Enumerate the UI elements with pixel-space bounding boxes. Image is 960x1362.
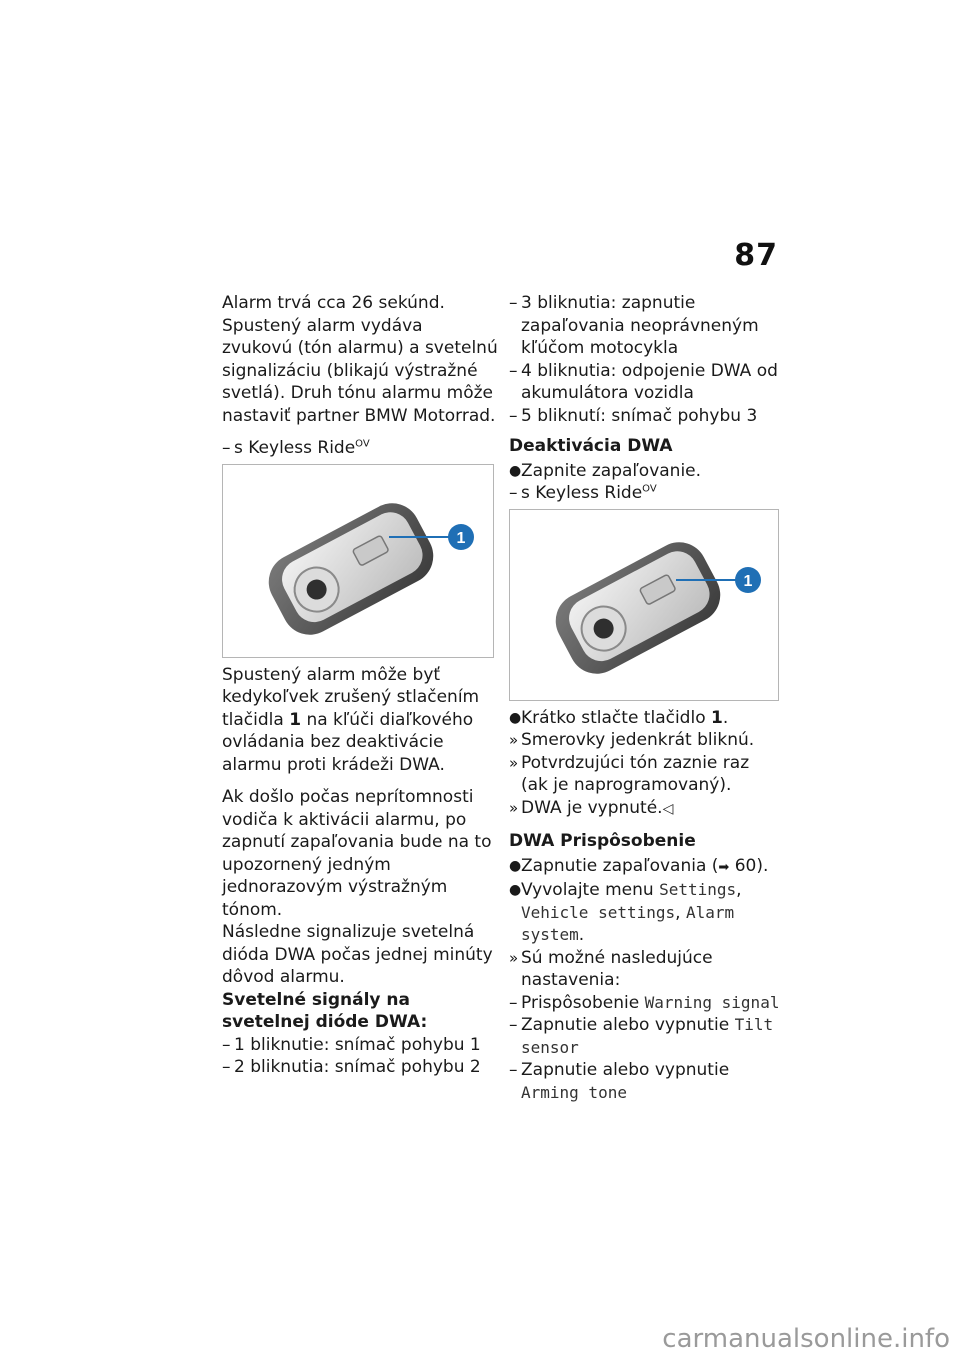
option-item: [509, 1059, 781, 1104]
bullet-icon: ●: [509, 709, 522, 726]
customization-heading: DWA Prispôsobenie: [509, 831, 696, 851]
signal-text: 5 bliknutí: snímač pohybu 3: [521, 405, 758, 426]
result-text: DWA je vypnuté.: [521, 797, 663, 818]
option-code: Tilt sensor: [521, 1015, 774, 1057]
dash-icon: –: [222, 1034, 231, 1055]
button-ref: 1: [711, 707, 723, 728]
dash-icon: –: [509, 405, 518, 426]
keyless-label: s Keyless Ride: [234, 438, 356, 458]
keyless-ride-condition: [509, 482, 781, 505]
step-item: [509, 460, 781, 483]
signal-item: [222, 1056, 498, 1079]
result-text: Potvrdzujúci tón zaznie raz (ak je naprogramovaný).: [521, 752, 750, 795]
option-superscript: OV: [642, 483, 657, 495]
option-item: [509, 1014, 781, 1059]
end-of-action-icon: ◁: [662, 800, 674, 817]
result-icon: »: [509, 731, 519, 749]
key-fob-figure: [509, 509, 779, 701]
step-text: Zapnite zapaľovanie.: [521, 460, 702, 481]
dash-icon: –: [509, 1060, 518, 1080]
dash-icon: –: [509, 293, 518, 313]
page-reference-arrow-icon: ➡: [718, 859, 730, 875]
signal-item: [509, 292, 781, 360]
result-icon: »: [509, 798, 519, 817]
option-text: Prispôsobenie: [521, 992, 645, 1013]
option-text: Zapnutie alebo vypnutie: [521, 1060, 730, 1080]
step-text: Zapnutie zapaľovania (: [521, 855, 719, 876]
page-number: 87: [734, 238, 778, 273]
option-item: [509, 992, 781, 1015]
led-signal-paragraph: Následne signalizuje svetelná dióda DWA počas jednej minúty dôvod alarmu.: [222, 922, 493, 987]
watermark: carmanualsonline.info: [662, 1324, 950, 1354]
button-ref: 1: [289, 709, 302, 730]
cancel-text-1: Spustený alarm môže byť kedykoľvek zrušený stlačením tlačidla: [222, 664, 480, 730]
step-text: Krátko stlačte tlačidlo: [521, 707, 711, 728]
deactivation-heading: Deaktivácia DWA: [509, 436, 673, 456]
dash-icon: –: [222, 1057, 231, 1077]
signal-item: [509, 405, 781, 428]
dash-icon: –: [509, 1015, 518, 1035]
left-column: [222, 292, 498, 1079]
dash-icon: –: [222, 438, 231, 458]
callout-number: 1: [743, 572, 753, 590]
option-code: Warning signal: [644, 992, 780, 1012]
option-superscript: OV: [355, 438, 370, 450]
signal-item: [222, 1034, 498, 1057]
dash-icon: –: [509, 483, 518, 503]
result-text: Smerovky jedenkrát bliknú.: [521, 730, 755, 750]
keyless-ride-condition: [222, 437, 498, 460]
keyless-label: s Keyless Ride: [521, 483, 643, 503]
bullet-icon: ●: [509, 882, 522, 898]
signal-text: 1 bliknutie: snímač pohybu 1: [234, 1034, 481, 1055]
page-reference: 60: [734, 855, 757, 876]
step-item: [509, 855, 781, 880]
result-item: [509, 729, 781, 752]
signal-item: [509, 360, 781, 405]
menu-alarm-system: Alarm system: [521, 902, 735, 944]
cancel-text-2: na kľúči diaľkového ovládania bez deaktivácie alarmu proti krádeži DWA.: [222, 709, 474, 775]
key-fob-illustration: [510, 510, 778, 700]
result-item: [509, 947, 781, 992]
absence-alarm-paragraph: Ak došlo počas neprítomnosti vodiča k aktivácii alarmu, po zapnutí zapaľovania bude na to upozornený jedným jednorazovým výstražným tónom.: [222, 787, 492, 920]
cancel-alarm-paragraph: [222, 664, 498, 777]
result-text: Sú možné nasledujúce nastavenia:: [521, 947, 713, 990]
result-icon: »: [509, 948, 519, 967]
bullet-icon: ●: [509, 857, 522, 874]
result-item: [509, 752, 781, 797]
bullet-icon: ●: [509, 462, 522, 479]
step-text-end: ).: [756, 855, 769, 876]
alarm-duration-paragraph: Alarm trvá cca 26 sekúnd. Spustený alarm vydáva zvukovú (tón alarmu) a svetelnú signalizáciu (blikajú výstražné svetlá). Druh tónu alarmu môže nastaviť partner BMW Motorrad.: [222, 293, 498, 426]
result-icon: »: [509, 753, 519, 772]
signal-text: 2 bliknutia: snímač pohybu 2: [234, 1057, 481, 1077]
dash-icon: –: [509, 360, 518, 381]
signal-text: 4 bliknutia: odpojenie DWA od akumulátora vozidla: [521, 360, 778, 403]
step-text: Vyvolajte menu: [521, 880, 660, 900]
result-item: [509, 797, 781, 821]
key-fob-figure: [222, 464, 494, 658]
menu-vehicle-settings: Vehicle settings: [521, 902, 676, 922]
callout-number: 1: [456, 529, 466, 547]
step-text-end: .: [722, 707, 729, 728]
signal-text: 3 bliknutia: zapnutie zapaľovania neoprávneným kľúčom motocykla: [521, 293, 759, 358]
dash-icon: –: [509, 992, 518, 1013]
step-item: ● Vyvolajte menu Settings, Vehicle settings, Alarm system.: [509, 880, 742, 945]
option-code: Arming tone: [521, 1082, 627, 1102]
key-fob-illustration: [223, 465, 493, 657]
right-column: [509, 292, 781, 1104]
step-item: [509, 707, 781, 730]
led-signals-heading: Svetelné signály na svetelnej dióde DWA:: [222, 989, 428, 1032]
menu-settings: Settings: [659, 880, 737, 899]
option-text: Zapnutie alebo vypnutie: [521, 1015, 735, 1035]
